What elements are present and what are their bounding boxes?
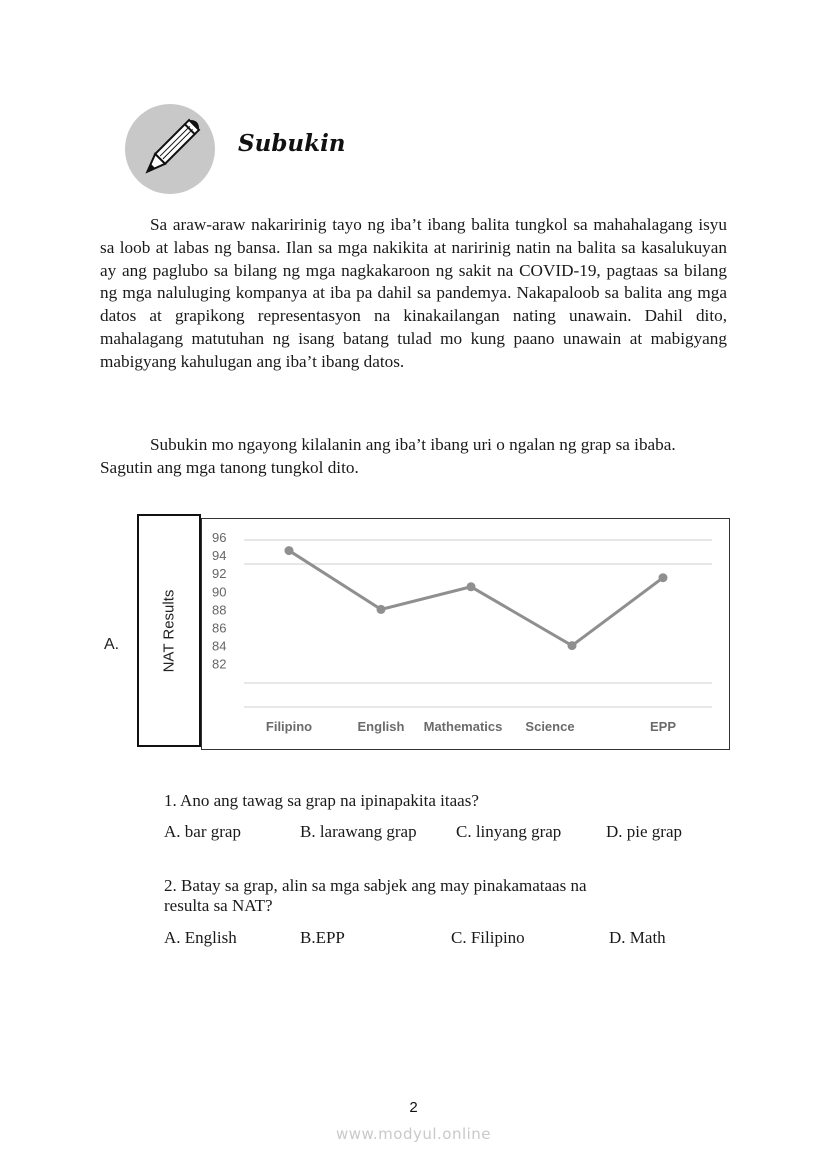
q2-choice-b[interactable]: B.EPP	[300, 928, 345, 947]
x-category-label: Science	[525, 719, 575, 734]
q1-choice-d[interactable]: D. pie grap	[606, 822, 683, 841]
data-line	[289, 551, 663, 646]
pencil-icon	[125, 104, 215, 194]
y-tick-label: 84	[212, 638, 227, 654]
y-axis-label-box	[137, 514, 201, 747]
page-number: 2	[409, 1099, 418, 1116]
data-point	[568, 641, 577, 650]
q2-choice-a[interactable]: A. English	[164, 928, 237, 947]
question-2-choices	[0, 928, 827, 950]
data-point	[285, 546, 294, 555]
y-tick-label: 92	[212, 566, 227, 582]
q1-choice-b[interactable]: B. larawang grap	[300, 822, 417, 841]
question-1: 1. Ano ang tawag sa grap na ipinapakita itaas?	[164, 791, 479, 810]
question-2-line-2: resulta sa NAT?	[164, 896, 273, 915]
q2-choice-c[interactable]: C. Filipino	[451, 928, 525, 947]
y-tick-label: 90	[212, 584, 227, 600]
y-tick-label: 86	[212, 620, 227, 636]
instruction-paragraph	[100, 434, 700, 480]
line-chart	[201, 518, 730, 750]
pencil-icon-badge	[125, 104, 215, 194]
x-category-label: EPP	[649, 719, 677, 734]
q1-choice-c[interactable]: C. linyang grap	[456, 822, 562, 841]
y-axis-label: NAT Results	[160, 589, 178, 672]
data-point	[659, 573, 668, 582]
intro-paragraph-text: Sa araw-araw nakaririnig tayo ng iba’t ibang balita tungkol sa mahahalagang isyu sa loob at labas ng bansa. Ilan sa mga nakikita at naririnig natin na balita sa kasalukuyan ay ang paglubo sa bilang ng mga nagkakaroon ng sakit na COVID-19, pagtaas sa bilang ng mga naluluging kompanya at iba pa dahil sa pandemya. Nakapaloob sa balita ang mga datos at grapikong representasyon na kinakailangan nating unawain. Dahil dito, mahalagang matutuhan ng isang batang tulad mo kung paano unawain at mabigyang mabigyang kahulugan ang iba’t ibang datos.	[100, 215, 727, 371]
section-title: Subukin	[238, 130, 346, 157]
line-chart-plot	[202, 519, 731, 751]
question-2-line-1: 2. Batay sa grap, alin sa mga sabjek ang may pinakamataas na	[164, 876, 587, 895]
watermark: www.modyul.online	[335, 1125, 492, 1143]
y-tick-label: 88	[212, 602, 227, 618]
instruction-paragraph-text: Subukin mo ngayong kilalanin ang iba’t ibang uri o ngalan ng grap sa ibaba. Sagutin ang mga tanong tungkol dito.	[100, 435, 676, 477]
x-category-label: Mathematics	[423, 719, 503, 734]
question-1-choices	[0, 822, 827, 844]
q1-choice-a[interactable]: A. bar grap	[164, 822, 241, 841]
y-tick-label: 96	[212, 530, 227, 545]
q2-choice-d[interactable]: D. Math	[609, 928, 666, 947]
data-point	[467, 582, 476, 591]
intro-paragraph	[100, 214, 727, 374]
chart-item-label: A.	[104, 636, 120, 653]
data-point	[377, 605, 386, 614]
x-category-label: English	[357, 719, 405, 734]
y-tick-label: 94	[212, 548, 227, 564]
y-tick-label: 82	[212, 656, 227, 672]
x-category-label: Filipino	[265, 719, 313, 734]
